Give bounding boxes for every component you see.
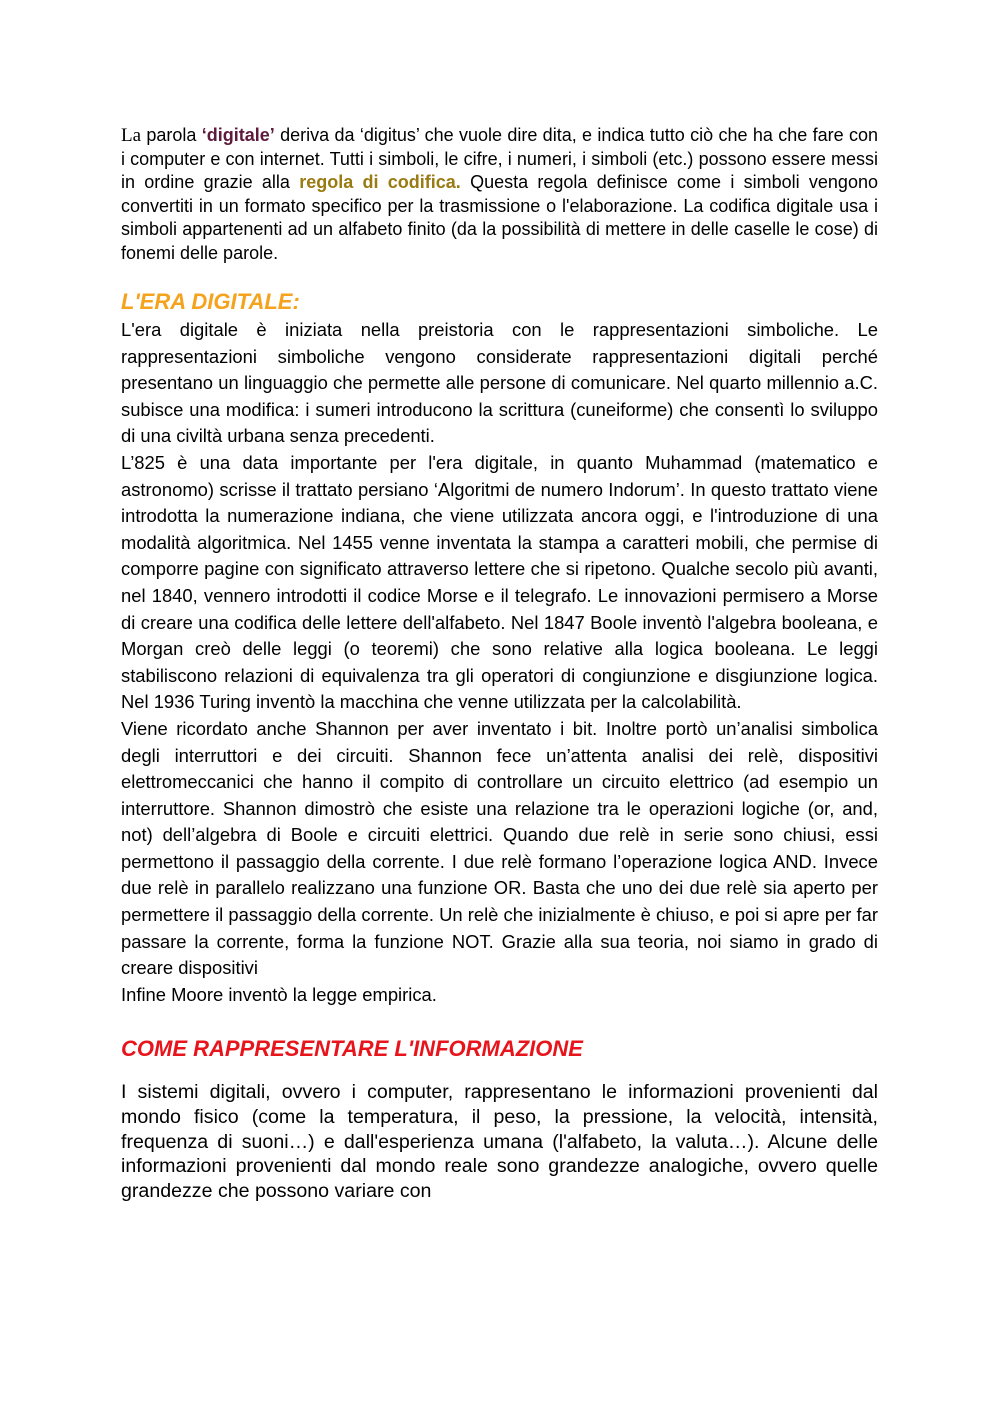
document-page	[121, 124, 878, 1203]
era-paragraph-2: L’825 è una data importante per l'era digitale, in quanto Muhammad (matematico e astronomo) scrisse il trattato persiano ‘Algoritmi de numero Indorum’. In questo trattato viene introdotta la numerazione indiana, che viene utilizzata ancora oggi, e l'introduzione di una modalità algoritmica. Nel 1455 venne inventata la stampa a caratteri mobili, che permise di comporre pagine con significato attraverso lettere che si ripetono. Qualche secolo più avanti, nel 1840, vennero introdotti il codice Morse e il telegrafo. Le innovazioni permisero a Morse di creare una codifica delle lettere dell'alfabeto. Nel 1847 Boole inventò l'algebra booleana, e Morgan creò delle leggi (o teoremi) che sono relative alla logica booleana. Le leggi stabiliscono relazioni di equivalenza tra gli operatori di congiunzione e disgiunzione logica. Nel 1936 Turing inventò la macchina che venne utilizzata per la calcolabilità.	[121, 451, 878, 713]
intro-text-3: Questa regola definisce come i simboli vengono convertiti in un formato specifico per la trasmissione o l'elaborazione. La codifica digitale usa i simboli appartenenti ad un alfabeto finito (da la possibilità di mettere in delle caselle le cose) di fonemi delle parole.	[121, 172, 878, 263]
heading-rappresentare-informazione: COME RAPPRESENTARE L'INFORMAZIONE	[121, 1036, 583, 1062]
era-paragraph-3: Viene ricordato anche Shannon per aver inventato i bit. Inoltre portò un’analisi simbolica degli interruttori e dei circuiti. Shannon fece un’attenta analisi dei relè, dispositivi elettromeccanici che hanno il compito di controllare un circuito elettrico (ad esempio un interruttore. Shannon dimostrò che esiste una relazione tra le operazioni logiche (or, and, not) dell’algebra di Boole e circuiti elettrici. Quando due relè in serie sono chiusi, essi permettono il passaggio della corrente. I due relè formano l’operazione logica AND. Invece due relè in parallelo realizzano una funzione OR. Basta che uno dei due relè sia aperto per permettere il passaggio della corrente. Un relè che inizialmente è chiuso, e poi si apre per far passare la corrente, forma la funzione NOT. Grazie alla sua teoria, noi siamo in grado di creare dispositivi	[121, 717, 878, 979]
era-paragraph-4: Infine Moore inventò la legge empirica.	[121, 983, 437, 1005]
rappresentare-paragraph: I sistemi digitali, ovvero i computer, rappresentano le informazioni provenienti dal mondo fisico (come la temperatura, il peso, la pressione, la velocità, intensità, frequenza di suoni…) e dall'esperienza umana (l'alfabeto, la valuta…). Alcune delle informazioni provenienti dal mondo reale sono grandezze analogiche, ovvero quelle grandezze che possono variare con	[121, 1081, 878, 1202]
keyword-regola-di-codifica: regola di codifica.	[299, 172, 461, 192]
heading-era-digitale: L'ERA DIGITALE:	[121, 289, 300, 314]
keyword-digitale: ‘digitale’	[201, 125, 275, 145]
intro-text-1: parola	[141, 125, 202, 145]
intro-paragraph	[121, 124, 878, 265]
intro-lead-word: La	[121, 125, 142, 146]
era-paragraph-1: L'era digitale è iniziata nella preistoria con le rappresentazioni simboliche. Le rappresentazioni simboliche vengono considerate rappresentazioni digitali perché presentano un linguaggio che permette alle persone di comunicare. Nel quarto millennio a.C. subisce una modifica: i sumeri introducono la scrittura (cuneiforme) che consentì lo sviluppo di una civiltà urbana senza precedenti.	[121, 319, 878, 447]
intro-text-2: deriva da ‘digitus’ che vuole dire dita, e indica tutto ciò che ha che fare con i computer e con internet. Tutti i simboli, le cifre, i numeri, i simboli (etc.) possono essere messi in ordine grazie alla	[121, 125, 878, 192]
